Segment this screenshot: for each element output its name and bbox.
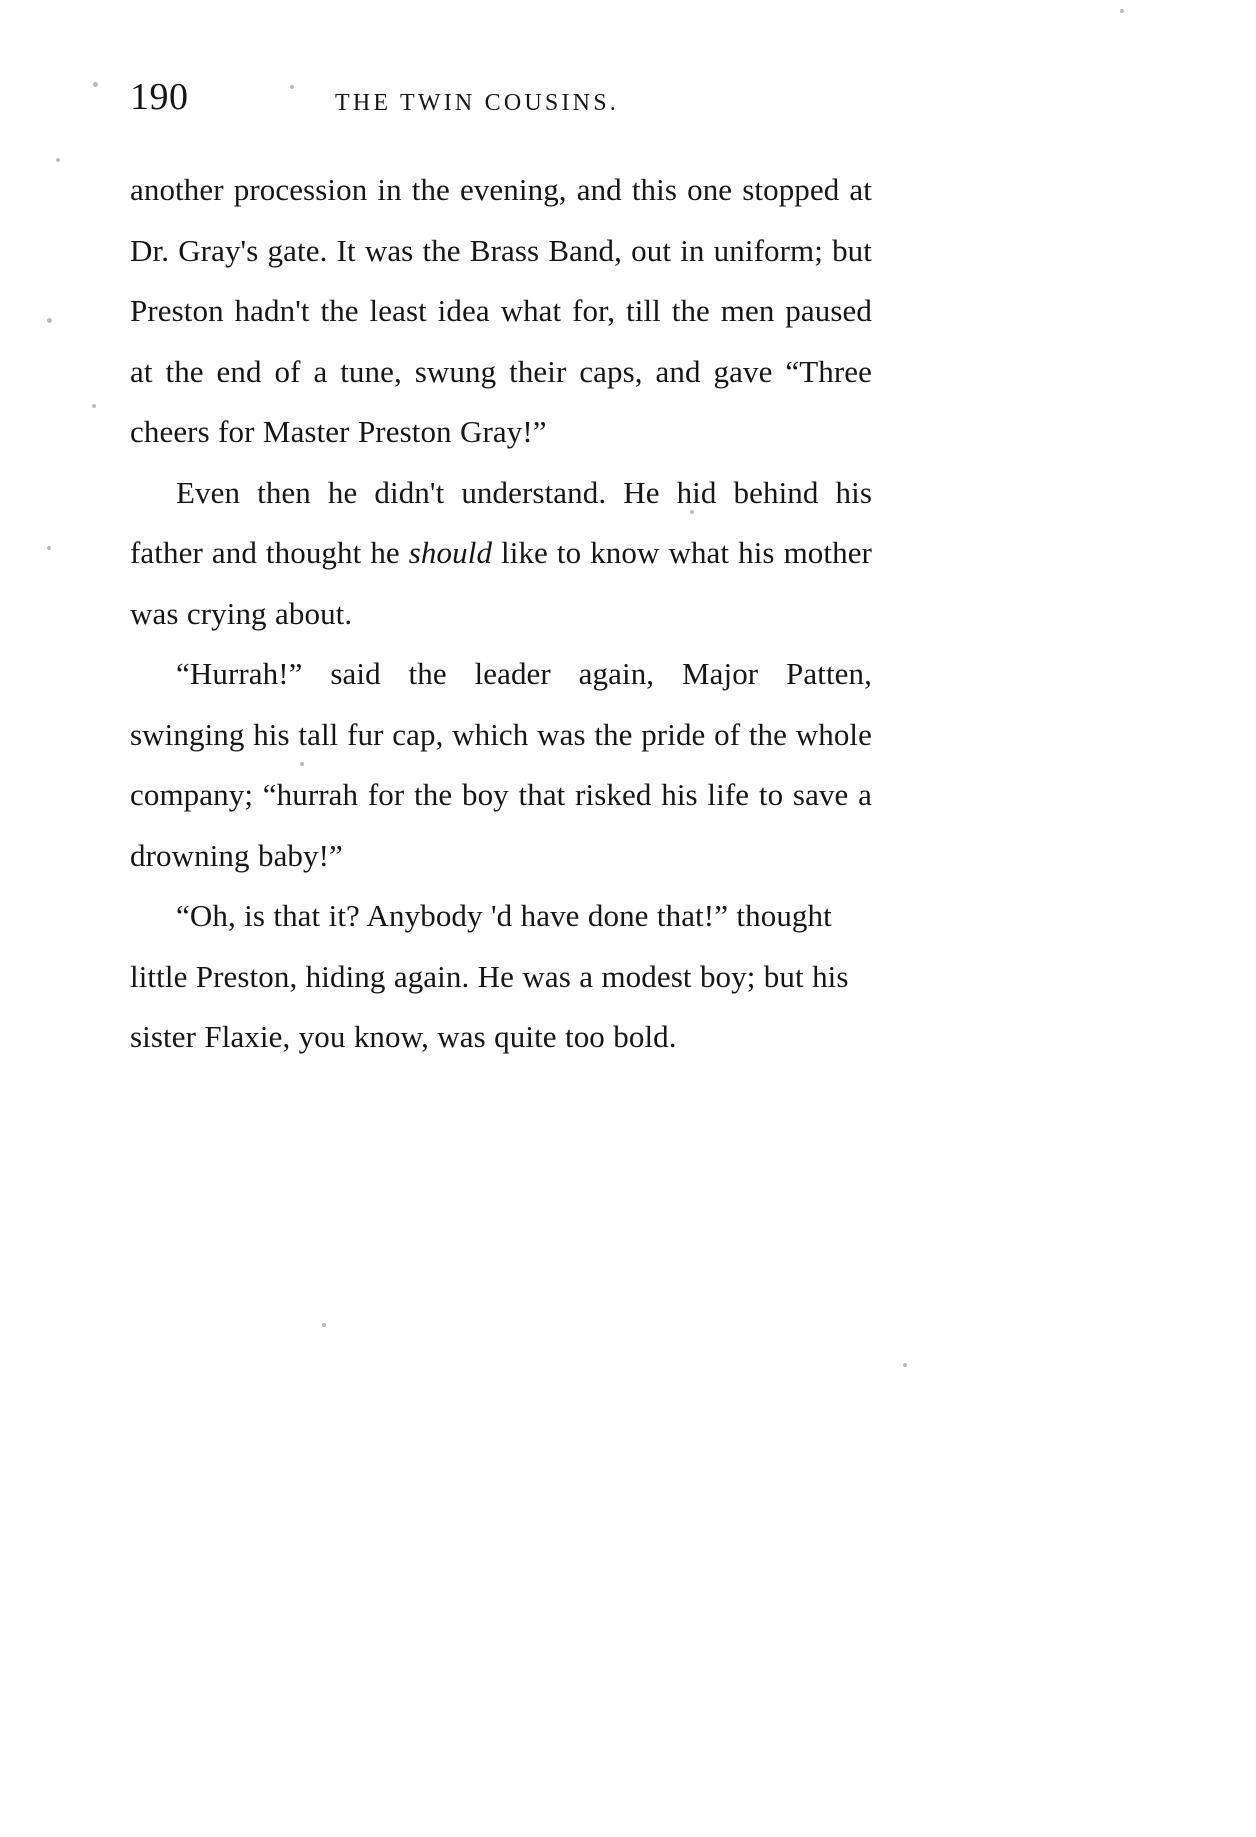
page-number: 190 <box>130 76 189 118</box>
paragraph-3: “Hurrah!” said the leader again, Major Patten, swinging his tall fur cap, which was the pride of the whole company; “hurrah for the boy that risked his life to save a drowning baby!” <box>130 656 872 873</box>
scan-speck <box>93 82 98 87</box>
scan-speck <box>92 404 96 408</box>
paragraph-2-text-after: like to know what his mother was crying about. <box>130 535 872 631</box>
scan-speck <box>690 510 694 514</box>
paragraph-1: another procession in the evening, and this one stopped at Dr. Gray's gate. It was the Brass Band, out in uniform; but Preston hadn't the least idea what for, till the men paused at the end of a tune, swung their caps, and gave “Three cheers for Master Preston Gray!” <box>130 172 872 449</box>
scan-speck <box>56 158 60 162</box>
page-header <box>130 78 890 128</box>
running-head: THE TWIN COUSINS. <box>335 90 619 116</box>
page-body <box>130 160 872 1068</box>
scan-speck <box>290 85 294 89</box>
scan-speck <box>322 1323 326 1327</box>
paragraph-2-text-before: Even then he didn't understand. He hid behind his father and thought he <box>130 474 872 570</box>
scan-speck <box>1120 9 1124 13</box>
emphasis-should: should <box>408 535 493 570</box>
paragraph-4: “Oh, is that it? Anybody 'd have done that!” thought little Preston, hiding again. He was a modest boy; but his sister Flaxie, you know, was quite too bold. <box>130 898 849 1054</box>
scan-speck <box>47 318 52 323</box>
scan-speck <box>300 762 304 766</box>
paragraph-2 <box>130 463 872 645</box>
scan-speck <box>47 546 51 550</box>
scan-speck <box>903 1363 907 1367</box>
